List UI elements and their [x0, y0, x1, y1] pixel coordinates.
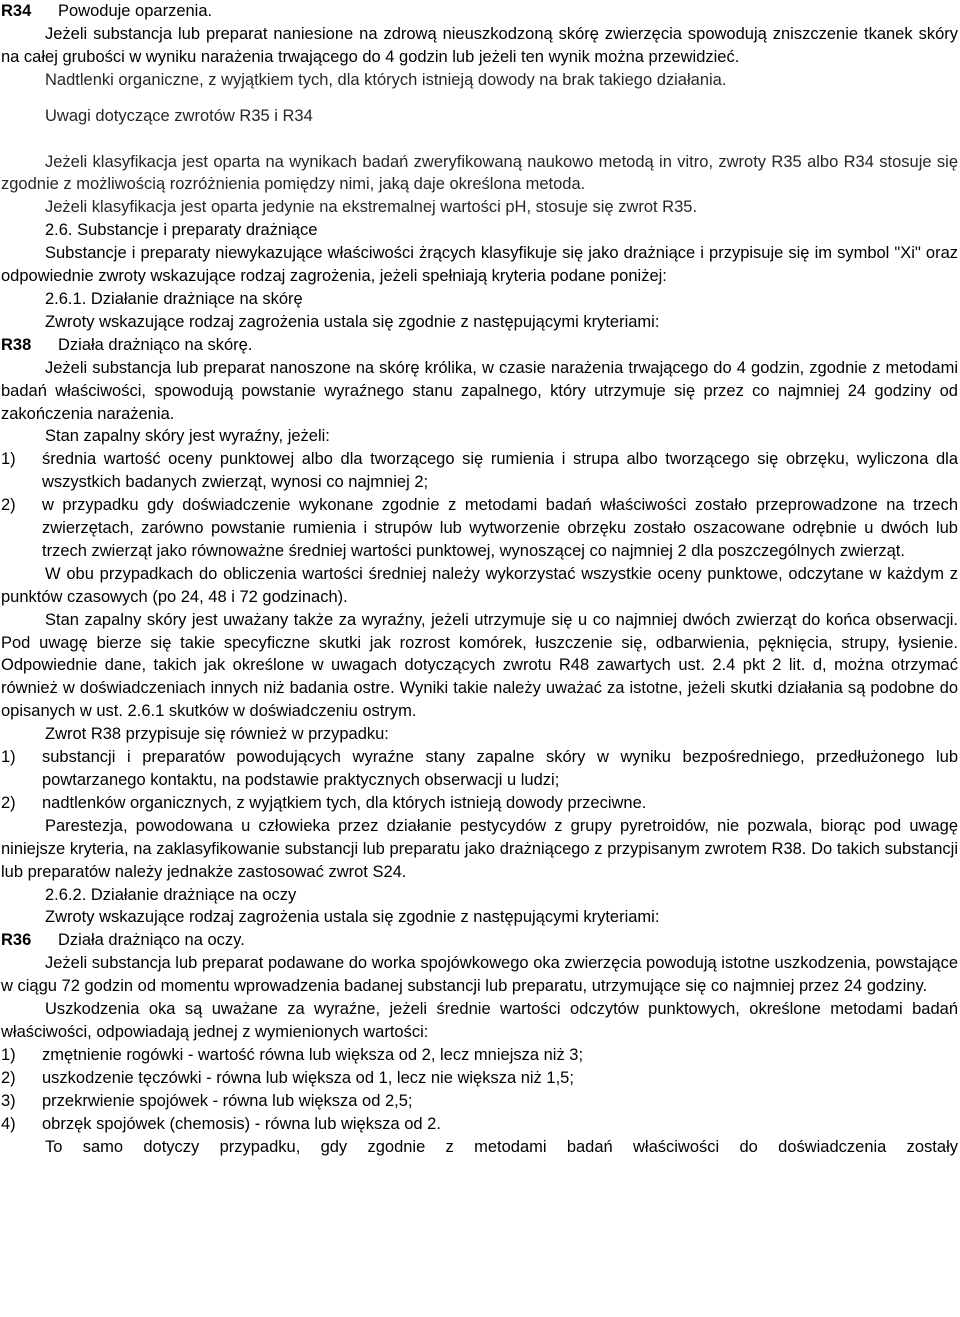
- r34-heading: [1, 0, 958, 23]
- list-item: [1, 1044, 958, 1067]
- list-number: 2): [1, 1068, 16, 1087]
- section-2-6-heading: 2.6. Substancje i preparaty drażniące: [45, 221, 318, 240]
- r38-paragraph-6: Parestezja, powodowana u człowieka przez działanie pestycydów z grupy pyretroidów, nie pozwala, biorąc pod uwagę niniejsze kryteria, na zaklasyfikowanie substancji lub preparatu jako drażniącego z przypisanym zwrotem R38. Do takich substancji lub preparatów należy jednakże zastosować zwrot S24.: [1, 816, 958, 881]
- blank-line: [1, 128, 958, 151]
- section-2-6-intro: Substancje i preparaty niewykazujące właściwości żrących klasyfikuje się jako drażniące i przypisuje się im symbol "Xi" oraz odpowiednie zwroty wskazujące rodzaj zagrożenia, jeżeli spełniają kryteria podane poniżej:: [1, 244, 958, 286]
- list-text: obrzęk spojówek (chemosis) - równa lub większa od 2.: [42, 1114, 441, 1133]
- list-number: 1): [1, 450, 16, 469]
- section-2-6-1-criteria: Zwroty wskazujące rodzaj zagrożenia ustala się zgodnie z następującymi kryteriami:: [45, 312, 660, 331]
- list-item: [1, 448, 958, 494]
- list-number: 1): [1, 748, 16, 767]
- r36-code: R36: [1, 931, 32, 950]
- list-text: substancji i preparatów powodujących wyraźne stany zapalne skóry w wyniku bezpośredniego, przedłużonego lub powtarzanego kontaktu, na podstawie praktycznych obserwacji u ludzi;: [42, 748, 958, 789]
- r38-paragraph-5: Zwrot R38 przypisuje się również w przypadku:: [45, 725, 389, 744]
- r38-heading: [1, 334, 958, 357]
- list-item: [1, 792, 958, 815]
- section-2-6-2-heading: 2.6.2. Działanie drażniące na oczy: [45, 885, 297, 904]
- list-item: [1, 1113, 958, 1136]
- list-item: [1, 1090, 958, 1113]
- list-text: w przypadku gdy doświadczenie wykonane zgodnie z metodami badań właściwości zostało przeprowadzone na trzech zwierzętach, zarówno powstanie rumienia i strupów lub wytworzenie obrzęku zostało oszacowane odrębnie u dwóch lub trzech zwierząt jako równoważne średniej wartości punktowej, wynoszącej co najmniej 2 dla poszczególnych zwierząt.: [42, 496, 958, 560]
- r34-paragraph-1: Jeżeli substancja lub preparat naniesione na zdrową nieuszkodzoną skórę zwierzęcia spowodują zniszczenie tkanek skóry na całej grubości w wyniku narażenia trwającego do 4 godzin lub jeżeli ten wynik można przewidzieć.: [1, 24, 958, 66]
- list-item: [1, 494, 958, 563]
- list-text: nadtlenków organicznych, z wyjątkiem tych, dla których istnieją dowody przeciwne.: [42, 793, 647, 812]
- section-2-6-1-heading: 2.6.1. Działanie drażniące na skórę: [45, 289, 303, 308]
- list-item: [1, 1067, 958, 1090]
- r38-paragraph-3: W obu przypadkach do obliczenia wartości średniej należy wykorzystać wszystkie oceny punktowe, odczytane w każdym z punktów czasowych (po 24, 48 i 72 godzinach).: [1, 564, 958, 606]
- r38-paragraph-2: Stan zapalny skóry jest wyraźny, jeżeli:: [45, 427, 330, 446]
- remarks-paragraph-2: Jeżeli klasyfikacja jest oparta jedynie na ekstremalnej wartości pH, stosuje się zwrot R35.: [45, 198, 698, 217]
- r34-title: Powoduje oparzenia.: [58, 2, 213, 20]
- list-number: 2): [1, 496, 16, 515]
- section-2-6-2-criteria: Zwroty wskazujące rodzaj zagrożenia ustala się zgodnie z następującymi kryteriami:: [45, 908, 660, 927]
- r38-title: Działa drażniąco na skórę.: [58, 335, 253, 354]
- list-number: 1): [1, 1045, 16, 1064]
- r36-paragraph-1: Jeżeli substancja lub preparat podawane do worka spojówkowego oka zwierzęcia powodują istotne uszkodzenia, powstające w ciągu 72 godzin od momentu wprowadzenia badanej substancji lub preparatu, utrzymujące się co najmniej przez 24 godziny.: [1, 954, 958, 996]
- r38-paragraph-4: Stan zapalny skóry jest uważany także za wyraźny, jeżeli utrzymuje się u co najmniej dwóch zwierząt do końca obserwacji. Pod uwagę bierze się takie specyficzne skutki jak rozrost komórek, łuszczenie się, odbarwienia, pęknięcia, strupy, łysienie. Odpowiednie dane, takich jak określone w uwagach dotyczących zwrotu R48 zawartych ust. 2.4 pkt 2 lit. d, można otrzymać również w doświadczeniach innych niż badania ostre. Wyniki takie należy uważać za istotne, jeżeli skutki działania są podobne do opisanych w ust. 2.6.1 skutków w doświadczeniu ostrym.: [1, 610, 958, 721]
- list-item: [1, 746, 958, 792]
- list-text: uszkodzenie tęczówki - równa lub większa od 1, lecz nie większa niż 1,5;: [42, 1068, 574, 1087]
- list-text: przekrwienie spojówek - równa lub większa od 2,5;: [42, 1091, 413, 1110]
- r36-paragraph-2: Uszkodzenia oka są uważane za wyraźne, jeżeli średnie wartości odczytów punktowych, określone metodami badań właściwości, odpowiadają jednej z wymienionych wartości:: [1, 1000, 958, 1041]
- r38-code: R38: [1, 335, 32, 354]
- r36-title: Działa drażniąco na oczy.: [58, 931, 245, 950]
- remarks-paragraph-1: Jeżeli klasyfikacja jest oparta na wynikach badań zweryfikowaną naukowo metodą in vitro, zwroty R35 albo R34 stosuje się zgodnie z możliwością rozróżnienia pomiędzy nimi, jaką daje określona metoda.: [1, 152, 958, 194]
- r34-code: R34: [1, 2, 32, 20]
- r38-paragraph-1: Jeżeli substancja lub preparat nanoszone na skórę królika, w czasie narażenia trwającego do 4 godzin, zgodnie z metodami badań właściwości, spowodują powstanie wyraźnego stanu zapalnego, który utrzymuje się przez co najmniej 24 godziny od zakończenia narażenia.: [1, 358, 958, 423]
- r34-paragraph-2: Nadtlenki organiczne, z wyjątkiem tych, dla których istnieją dowody na brak takiego działania.: [45, 70, 727, 89]
- r36-paragraph-3: To samo dotyczy przypadku, gdy zgodnie z metodami badań właściwości do doświadczenia zostały: [45, 1137, 958, 1156]
- list-number: 3): [1, 1091, 16, 1110]
- remarks-heading: Uwagi dotyczące zwrotów R35 i R34: [45, 106, 313, 125]
- list-text: średnia wartość oceny punktowej albo dla tworzącego się rumienia i strupa albo tworzącego się obrzęku, wyliczona dla wszystkich badanych zwierząt, wynosi co najmniej 2;: [42, 450, 958, 492]
- list-number: 4): [1, 1114, 16, 1133]
- list-number: 2): [1, 793, 16, 812]
- list-text: zmętnienie rogówki - wartość równa lub większa od 2, lecz mniejsza niż 3;: [42, 1045, 584, 1064]
- r36-heading: [1, 929, 958, 952]
